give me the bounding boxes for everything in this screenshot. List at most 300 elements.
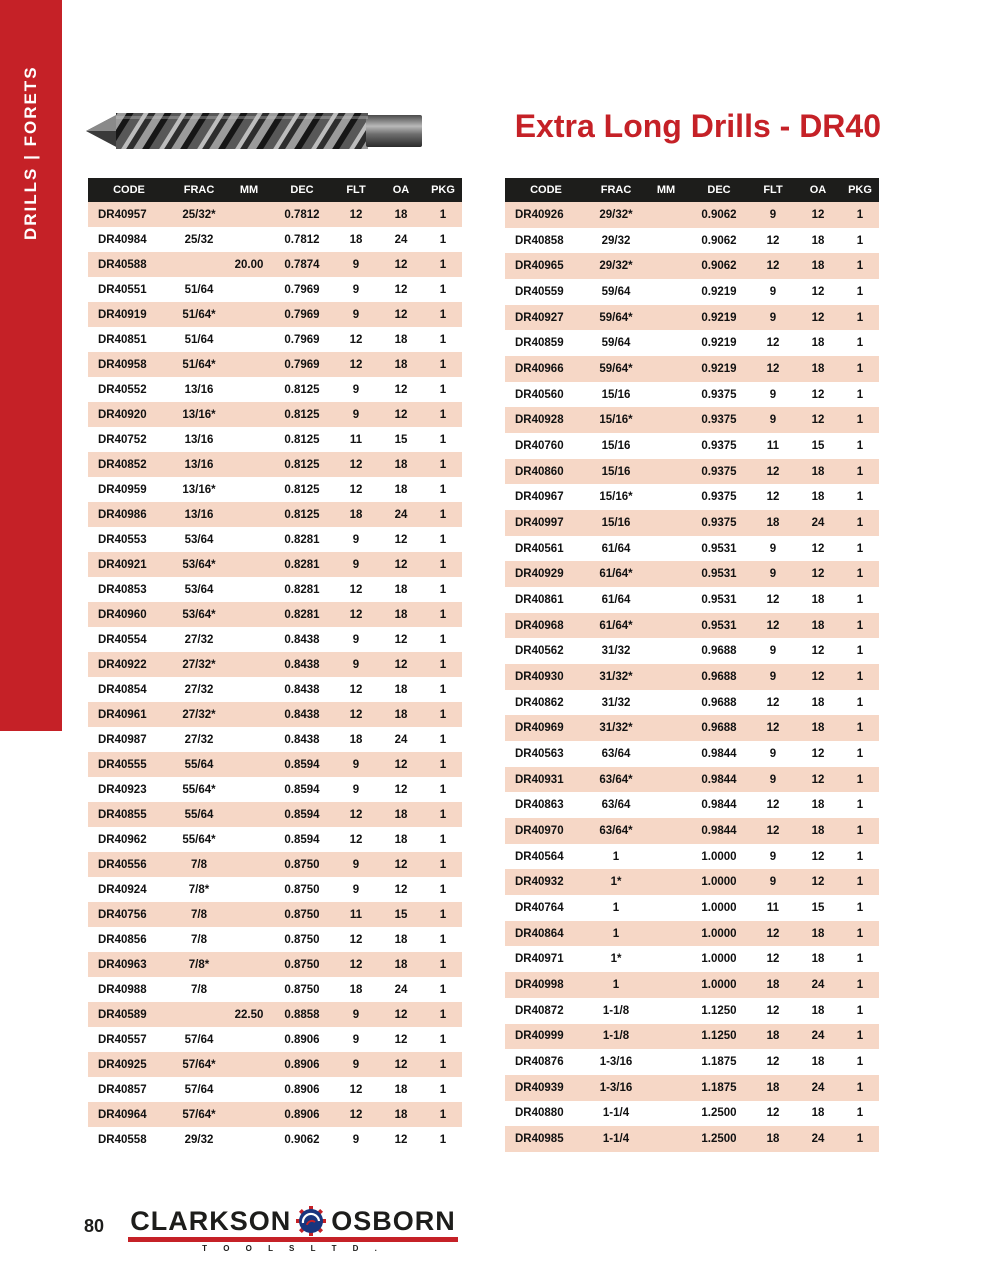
cell-code: DR40853 xyxy=(98,583,147,596)
table-row xyxy=(88,902,462,927)
cell-frac: 25/32* xyxy=(170,202,228,227)
cell-code: DR40966 xyxy=(505,356,587,382)
cell-oa: 18 xyxy=(795,613,841,639)
cell-oa: 18 xyxy=(378,802,424,827)
cell-frac: 15/16 xyxy=(587,459,645,485)
cell-code: DR40752 xyxy=(98,433,147,446)
cell-dec: 0.7969 xyxy=(284,333,320,346)
cell-dec: 1.0000 xyxy=(701,953,737,966)
cell-pkg: 1 xyxy=(424,852,462,877)
cell-code: DR40552 xyxy=(98,383,147,396)
cell-mm xyxy=(228,602,270,627)
table-row xyxy=(505,1024,879,1050)
cell-pkg: 1 xyxy=(841,921,879,947)
cell-code: DR40562 xyxy=(515,645,564,658)
cell-frac: 59/64* xyxy=(587,356,645,382)
cell-frac xyxy=(170,252,228,277)
column-header-code: CODE xyxy=(88,178,170,202)
clarkson-osborn-logo xyxy=(128,1206,458,1253)
cell-flt: 9 xyxy=(334,1002,378,1027)
cell-frac: 15/16 xyxy=(587,510,645,536)
cell-frac: 51/64* xyxy=(170,302,228,327)
cell-oa: 18 xyxy=(378,702,424,727)
cell-pkg: 1 xyxy=(841,1075,879,1101)
cell-flt: 9 xyxy=(769,747,777,760)
cell-pkg: 1 xyxy=(424,1002,462,1027)
column-header-mm: MM xyxy=(228,178,270,202)
cell-oa: 18 xyxy=(811,953,825,966)
cell-pkg: 1 xyxy=(841,767,879,793)
cell-mm xyxy=(645,305,687,331)
cell-dec: 0.9219 xyxy=(701,285,737,298)
cell-flt: 9 xyxy=(334,252,378,277)
cell-mm xyxy=(645,690,687,716)
cell-pkg: 1 xyxy=(439,333,447,346)
cell-code: DR40559 xyxy=(515,285,564,298)
cell-code: DR40880 xyxy=(515,1107,564,1120)
cell-code: DR40863 xyxy=(515,799,564,812)
cell-pkg: 1 xyxy=(841,664,879,690)
cell-oa: 12 xyxy=(378,652,424,677)
cell-oa: 18 xyxy=(394,1083,408,1096)
cell-oa: 18 xyxy=(811,337,825,350)
cell-mm: 20.00 xyxy=(228,252,270,277)
cell-oa: 24 xyxy=(394,733,408,746)
cell-oa: 18 xyxy=(811,1004,825,1017)
cell-mm xyxy=(645,407,687,433)
cell-dec: 0.9531 xyxy=(687,561,751,587)
cell-pkg: 1 xyxy=(841,972,879,998)
cell-pkg: 1 xyxy=(439,733,447,746)
cell-code: DR40864 xyxy=(505,921,587,947)
cell-dec: 0.9375 xyxy=(701,491,737,504)
cell-frac: 63/64* xyxy=(587,818,645,844)
cell-frac: 13/16* xyxy=(170,402,228,427)
logo-left-text: CLARKSON xyxy=(130,1206,292,1236)
cell-oa: 12 xyxy=(811,388,825,401)
table-row xyxy=(505,407,879,433)
cell-pkg: 1 xyxy=(841,818,879,844)
cell-oa: 12 xyxy=(795,407,841,433)
cell-dec: 0.8750 xyxy=(270,952,334,977)
table-row xyxy=(88,427,462,452)
table-row xyxy=(505,1126,879,1152)
cell-code: DR40858 xyxy=(515,234,564,247)
cell-mm xyxy=(645,792,687,818)
cell-mm xyxy=(645,279,687,305)
table-row xyxy=(505,587,879,613)
cell-flt: 9 xyxy=(334,402,378,427)
cell-mm xyxy=(228,202,270,227)
cell-code: DR40929 xyxy=(505,561,587,587)
cell-code: DR40931 xyxy=(505,767,587,793)
cell-mm xyxy=(645,330,687,356)
cell-oa: 12 xyxy=(811,285,825,298)
cell-oa: 24 xyxy=(795,1075,841,1101)
table-row xyxy=(505,792,879,818)
cell-code: DR40589 xyxy=(88,1002,170,1027)
table-row xyxy=(88,977,462,1002)
cell-flt: 12 xyxy=(349,483,363,496)
cell-dec: 0.8438 xyxy=(270,702,334,727)
cell-pkg: 1 xyxy=(856,1004,864,1017)
cell-oa: 12 xyxy=(811,850,825,863)
cell-flt: 11 xyxy=(349,433,363,446)
cell-pkg: 1 xyxy=(424,202,462,227)
cell-pkg: 1 xyxy=(424,402,462,427)
cell-flt: 12 xyxy=(766,234,780,247)
cell-frac xyxy=(170,1002,228,1027)
cell-pkg: 1 xyxy=(841,253,879,279)
cell-pkg: 1 xyxy=(424,602,462,627)
cell-code: DR40999 xyxy=(505,1024,587,1050)
cell-flt: 12 xyxy=(766,1004,780,1017)
cell-flt: 18 xyxy=(751,1126,795,1152)
cell-mm xyxy=(645,1049,687,1075)
cell-flt: 12 xyxy=(334,952,378,977)
cell-mm xyxy=(645,356,687,382)
cell-mm xyxy=(645,715,687,741)
cell-flt: 18 xyxy=(751,510,795,536)
cell-code: DR40997 xyxy=(505,510,587,536)
cell-pkg: 1 xyxy=(856,439,864,452)
cell-code: DR40563 xyxy=(515,747,564,760)
cell-dec: 0.8906 xyxy=(270,1102,334,1127)
cell-dec: 0.9375 xyxy=(701,388,737,401)
cell-dec: 0.8438 xyxy=(284,633,320,646)
cell-frac: 29/32* xyxy=(587,202,645,228)
cell-frac: 1-1/4 xyxy=(602,1107,630,1120)
table-row xyxy=(88,802,462,827)
cell-flt: 9 xyxy=(334,752,378,777)
cell-mm xyxy=(228,677,270,702)
table-row xyxy=(88,1077,462,1102)
cell-frac: 63/64* xyxy=(587,767,645,793)
cell-mm xyxy=(228,652,270,677)
cell-dec: 0.9688 xyxy=(701,645,737,658)
cell-code: DR40958 xyxy=(88,352,170,377)
cell-flt: 12 xyxy=(751,715,795,741)
cell-flt: 12 xyxy=(349,833,363,846)
cell-flt: 11 xyxy=(334,902,378,927)
cell-oa: 12 xyxy=(378,552,424,577)
cell-pkg: 1 xyxy=(424,702,462,727)
cell-oa: 18 xyxy=(811,491,825,504)
cell-oa: 12 xyxy=(394,633,408,646)
cell-dec: 0.8125 xyxy=(270,452,334,477)
cell-oa: 18 xyxy=(811,1107,825,1120)
cell-dec: 0.7812 xyxy=(270,202,334,227)
cell-dec: 0.9375 xyxy=(687,459,751,485)
cell-oa: 24 xyxy=(394,233,408,246)
cell-mm xyxy=(228,827,270,852)
cell-oa: 18 xyxy=(394,833,408,846)
cell-code: DR40957 xyxy=(88,202,170,227)
cell-frac: 63/64 xyxy=(601,799,631,812)
cell-pkg: 1 xyxy=(856,388,864,401)
cell-oa: 18 xyxy=(795,253,841,279)
column-header-code: CODE xyxy=(505,178,587,202)
cell-oa: 18 xyxy=(795,356,841,382)
cell-flt: 12 xyxy=(766,1056,780,1068)
cell-pkg: 1 xyxy=(424,452,462,477)
cell-mm xyxy=(228,1027,270,1052)
table-row xyxy=(505,356,879,382)
drill-table-right xyxy=(505,178,879,1152)
cell-oa: 18 xyxy=(394,933,408,946)
table-row xyxy=(505,536,879,562)
cell-dec: 0.8750 xyxy=(270,852,334,877)
cell-mm xyxy=(645,202,687,228)
cell-pkg: 1 xyxy=(856,953,864,966)
cell-code: DR40862 xyxy=(515,696,564,709)
cell-flt: 12 xyxy=(751,459,795,485)
cell-code: DR40564 xyxy=(515,850,564,863)
cell-code: DR40859 xyxy=(515,337,564,350)
cell-code: DR40860 xyxy=(505,459,587,485)
cell-flt: 12 xyxy=(751,613,795,639)
cell-frac: 55/64* xyxy=(182,833,216,846)
cell-pkg: 1 xyxy=(424,752,462,777)
table-row xyxy=(505,844,879,870)
cell-pkg: 1 xyxy=(424,552,462,577)
table-row xyxy=(88,202,462,227)
cell-pkg: 1 xyxy=(439,433,447,446)
cell-dec: 0.8125 xyxy=(284,483,320,496)
drill-bit-image xyxy=(84,106,424,156)
cell-mm xyxy=(228,1077,270,1102)
table-row xyxy=(88,1127,462,1152)
cell-code: DR40962 xyxy=(98,833,147,846)
cell-frac: 27/32 xyxy=(184,683,214,696)
cell-frac: 25/32 xyxy=(184,233,214,246)
cell-oa: 24 xyxy=(795,972,841,998)
cell-mm xyxy=(645,433,687,459)
cell-flt: 9 xyxy=(751,767,795,793)
cell-flt: 9 xyxy=(751,202,795,228)
cell-flt: 9 xyxy=(352,383,360,396)
cell-oa: 15 xyxy=(811,439,825,452)
cell-flt: 9 xyxy=(352,783,360,796)
cell-code: DR40964 xyxy=(88,1102,170,1127)
table-row xyxy=(505,228,879,254)
cell-code: DR40939 xyxy=(505,1075,587,1101)
cell-dec: 0.8281 xyxy=(270,602,334,627)
cell-dec: 0.7969 xyxy=(270,352,334,377)
cell-pkg: 1 xyxy=(424,1052,462,1077)
column-header-flt: FLT xyxy=(751,178,795,202)
cell-mm xyxy=(645,921,687,947)
cell-oa: 18 xyxy=(378,1102,424,1127)
cell-flt: 12 xyxy=(349,683,363,696)
table-row xyxy=(88,727,462,752)
cell-frac: 57/64 xyxy=(184,1033,214,1046)
cell-code: DR40553 xyxy=(98,533,147,546)
table-row xyxy=(88,1052,462,1077)
table-row xyxy=(88,702,462,727)
table-row xyxy=(505,433,879,459)
table-row xyxy=(88,502,462,527)
cell-mm: 22.50 xyxy=(228,1002,270,1027)
cell-dec: 0.8906 xyxy=(284,1033,320,1046)
cell-frac: 61/64* xyxy=(587,561,645,587)
cell-flt: 12 xyxy=(349,933,363,946)
cell-dec: 0.8281 xyxy=(284,583,320,596)
cell-flt: 9 xyxy=(352,533,360,546)
cell-code: DR40968 xyxy=(505,613,587,639)
cell-frac: 7/8 xyxy=(191,933,207,946)
cell-pkg: 1 xyxy=(856,491,864,504)
column-header-frac: FRAC xyxy=(587,178,645,202)
cell-frac: 15/16 xyxy=(601,388,631,401)
cell-code: DR40963 xyxy=(88,952,170,977)
drill-table-left xyxy=(88,178,462,1152)
cell-frac: 59/64* xyxy=(587,305,645,331)
cell-frac: 57/64* xyxy=(170,1052,228,1077)
cell-pkg: 1 xyxy=(841,869,879,895)
cell-code: DR40920 xyxy=(88,402,170,427)
cell-code: DR40558 xyxy=(98,1133,147,1146)
cell-mm xyxy=(645,972,687,998)
cell-frac: 1* xyxy=(610,953,622,966)
cell-frac: 55/64 xyxy=(170,802,228,827)
cell-dec: 0.8125 xyxy=(270,502,334,527)
cell-mm xyxy=(645,536,687,562)
cell-dec: 0.8125 xyxy=(270,402,334,427)
cell-pkg: 1 xyxy=(841,1024,879,1050)
table-row xyxy=(505,305,879,331)
cell-frac: 53/64* xyxy=(170,602,228,627)
cell-dec: 1.2500 xyxy=(687,1126,751,1152)
cell-pkg: 1 xyxy=(856,1107,864,1120)
cell-pkg: 1 xyxy=(424,802,462,827)
cell-oa: 18 xyxy=(378,202,424,227)
cell-dec: 0.9844 xyxy=(701,747,737,760)
cell-flt: 9 xyxy=(334,852,378,877)
cell-pkg: 1 xyxy=(841,1126,879,1152)
table-row xyxy=(505,715,879,741)
cell-flt: 11 xyxy=(766,439,780,452)
cell-oa: 12 xyxy=(394,883,408,896)
cell-mm xyxy=(645,561,687,587)
cell-code: DR40961 xyxy=(88,702,170,727)
cell-pkg: 1 xyxy=(439,483,447,496)
sidebar-label: DRILLS | FORETS xyxy=(21,65,40,241)
cell-mm xyxy=(645,1075,687,1101)
cell-dec: 1.2500 xyxy=(701,1107,737,1120)
cell-pkg: 1 xyxy=(439,383,447,396)
table-row xyxy=(88,877,462,902)
cell-mm xyxy=(228,877,270,902)
cell-mm xyxy=(228,852,270,877)
cell-dec: 1.1250 xyxy=(687,1024,751,1050)
cell-flt: 18 xyxy=(334,502,378,527)
cell-pkg: 1 xyxy=(856,337,864,350)
cell-frac: 31/32* xyxy=(587,715,645,741)
cell-oa: 18 xyxy=(811,696,825,709)
cell-code: DR40876 xyxy=(515,1056,564,1068)
cell-mm xyxy=(228,352,270,377)
cell-code: DR40925 xyxy=(88,1052,170,1077)
cell-frac: 57/64 xyxy=(184,1083,214,1096)
cell-code: DR40555 xyxy=(88,752,170,777)
cell-frac: 1-1/4 xyxy=(587,1126,645,1152)
logo-red-bar xyxy=(128,1237,458,1242)
cell-code: DR40986 xyxy=(88,502,170,527)
cell-dec: 0.8594 xyxy=(270,752,334,777)
cell-frac: 15/16* xyxy=(587,407,645,433)
page-number: 80 xyxy=(84,1216,105,1236)
cell-dec: 0.8281 xyxy=(284,533,320,546)
table-row xyxy=(505,946,879,972)
cell-oa: 12 xyxy=(811,747,825,760)
cell-oa: 15 xyxy=(811,901,825,914)
cell-dec: 1.0000 xyxy=(701,850,737,863)
cell-frac: 27/32 xyxy=(184,733,214,746)
cell-mm xyxy=(645,638,687,664)
table-row xyxy=(88,277,462,302)
cell-mm xyxy=(645,895,687,921)
cell-mm xyxy=(228,1052,270,1077)
cell-flt: 9 xyxy=(769,542,777,555)
cell-oa: 18 xyxy=(811,1056,825,1068)
cell-oa: 15 xyxy=(378,902,424,927)
cell-pkg: 1 xyxy=(424,902,462,927)
cell-frac: 13/16 xyxy=(184,433,214,446)
cell-flt: 12 xyxy=(766,799,780,812)
cell-mm xyxy=(645,1126,687,1152)
table-row xyxy=(505,921,879,947)
cell-frac: 51/64 xyxy=(184,283,214,296)
cell-mm xyxy=(228,302,270,327)
cell-flt: 9 xyxy=(751,869,795,895)
cell-frac: 53/64* xyxy=(170,552,228,577)
cell-flt: 11 xyxy=(766,901,780,914)
cell-oa: 24 xyxy=(795,1024,841,1050)
cell-flt: 12 xyxy=(766,593,780,606)
cell-mm xyxy=(645,767,687,793)
cell-dec: 0.9062 xyxy=(687,202,751,228)
cell-mm xyxy=(228,527,270,552)
cell-code: DR40557 xyxy=(98,1033,147,1046)
cell-oa: 18 xyxy=(795,459,841,485)
gear-emblem-icon xyxy=(296,1206,326,1236)
cell-flt: 18 xyxy=(349,983,363,996)
cell-dec: 0.9375 xyxy=(687,407,751,433)
cell-dec: 0.8750 xyxy=(284,983,320,996)
cell-dec: 0.8125 xyxy=(284,433,320,446)
cell-frac: 31/32 xyxy=(601,696,631,709)
cell-dec: 1.0000 xyxy=(687,972,751,998)
cell-flt: 12 xyxy=(334,352,378,377)
cell-mm xyxy=(228,502,270,527)
cell-oa: 18 xyxy=(378,602,424,627)
cell-oa: 12 xyxy=(795,767,841,793)
cell-mm xyxy=(228,727,270,752)
cell-code: DR40930 xyxy=(505,664,587,690)
cell-dec: 0.8750 xyxy=(284,933,320,946)
cell-code: DR40988 xyxy=(98,983,147,996)
cell-oa: 12 xyxy=(394,533,408,546)
table-row xyxy=(88,452,462,477)
cell-mm xyxy=(645,459,687,485)
cell-dec: 0.9375 xyxy=(687,510,751,536)
cell-oa: 12 xyxy=(378,1052,424,1077)
cell-flt: 9 xyxy=(751,407,795,433)
table-row xyxy=(88,1102,462,1127)
cell-dec: 0.8750 xyxy=(284,883,320,896)
cell-mm xyxy=(228,377,270,402)
